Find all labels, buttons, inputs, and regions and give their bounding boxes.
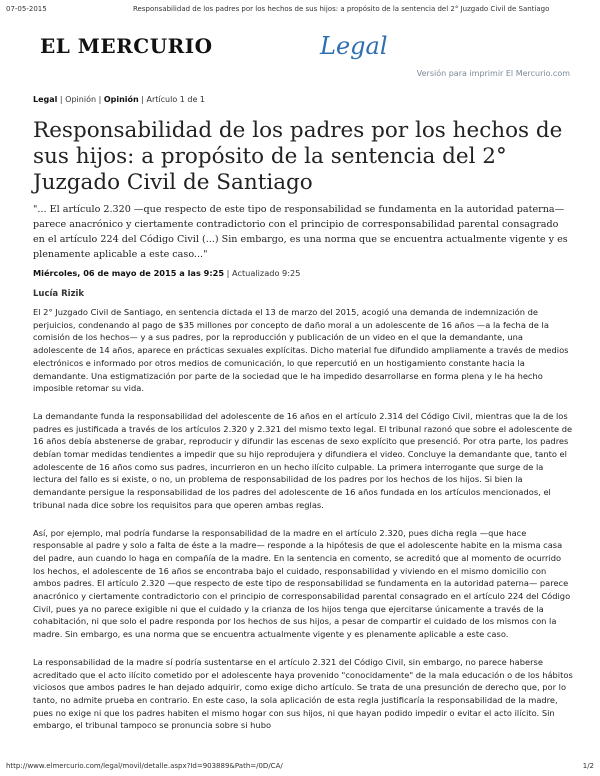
print-version-label: Versión para imprimir El Mercurio.com xyxy=(416,69,570,78)
article-date: Miércoles, 06 de mayo de 2015 a las 9:25 xyxy=(33,268,225,278)
print-url: http://www.elmercurio.com/legal/movil/detalle.aspx?Id=903889&Path=/0D/CA/ xyxy=(6,762,283,770)
article-paragraph: Así, por ejemplo, mal podría fundarse la responsabilidad de la madre en el artículo 2.320, pues dicha regla —que hace responsable al padre y solo a falta de éste a la madre— responde a la hipótesis de que el adolescente habite en la misma casa del padre, aun cuando lo haga en compañía de la madre. En la sentencia en comento, se acreditó que al momento de ocurrido los hechos, el adolescente de 16 años se encontraba bajo el cuidado, responsabilidad y viviendo en el mismo domicilio con ambos padres. El artículo 2.320 —que respecto de este tipo de responsabilidad se fundamenta en la autoridad paterna— parece anacrónico y ciertamente contradictorio con el principio de corresponsabilidad parental consagrado en el artículo 224 del Código Civil, pues ya no parece exigible ni que el cuidado y la crianza de los hijos tenga que ejercitarse únicamente a través de la cohabitación, ni que solo el padre responda por los hechos de sus hijos, a pesar de compartir el cuidado de los mismos con la madre. Sin embargo, es una norma que se encuentra actualmente vigente y es plenamente aplicable a este caso. xyxy=(33,527,571,640)
article-author[interactable]: Lucía Rizik xyxy=(33,289,85,299)
article-paragraph: El 2° Juzgado Civil de Santiago, en sentencia dictada el 13 de marzo del 2015, acogió una demanda de indemnización de perjuicios, condenando al pago de $35 millones por concepto de daño moral a un adolescente de 16 años —a la fecha de la comisión de los hechos— y a sus padres, por la reproducción y publicación de un video en el que la demandante, una adolescente de 14 años, aparece en prácticas sexuales explícitas. Dicho material fue difundido ampliamente a través de medios electrónicos e informado por otros medios de comunicación, lo que repercutió en un hostigamiento constante hacia la demandante. Una estigmatización por parte de la sociedad que le ha impedido desarrollarse en forma plena y le ha hecho imposible retomar su vida. xyxy=(33,307,569,394)
article-updated: | Actualizado 9:25 xyxy=(224,268,301,278)
article-body xyxy=(33,306,573,747)
breadcrumb-opinion-current: Opinión xyxy=(103,95,139,104)
article-lead: "... El artículo 2.320 —que respecto de este tipo de responsabilidad se fundamenta en la autoridad paterna— parece anacrónico y ciertamente contradictorio con el principio de corresponsabilidad parental consagrado en el artículo 224 del Código Civil (...) Sin embargo, es una norma que se encuentra actualmente vigente y es plenamente aplicable a este caso..." xyxy=(33,204,568,260)
page-number: 1/2 xyxy=(582,762,594,770)
article-dateline xyxy=(33,268,300,278)
breadcrumb-opinion[interactable]: Opinión xyxy=(65,95,97,104)
breadcrumb-separator: | xyxy=(57,95,66,104)
breadcrumb-separator: | xyxy=(138,95,147,104)
breadcrumb-article-count: Artículo 1 de 1 xyxy=(146,95,206,104)
print-date: 07-05-2015 xyxy=(6,5,47,13)
article-title: Responsabilidad de los padres por los hechos de sus hijos: a propósito de la sentencia del 2° Juzgado Civil de Santiago xyxy=(33,118,563,195)
breadcrumb-separator: | xyxy=(96,95,104,104)
article-paragraph: La responsabilidad de la madre sí podría sustentarse en el artículo 2.321 del Código Civil, sin embargo, no parece haberse acreditado que el acto ilícito cometido por el adolescente haya provenido "conocidamente" de la mala educación o de los hábitos viciosos que ambos padres le han dejado adquirir, como exige dicho artículo. Se trata de una presunción de derecho que, por lo tanto, no admite prueba en contrario. En este caso, la sola aplicación de esta regla justificaría la responsabilidad de la madre, pues no exige ni que los padres habiten el mismo hogar con sus hijos, ni que hayan podido impedir o evitar el acto ilícito. Sin embargo, el tribunal tampoco se pronuncia sobre si hubo xyxy=(33,656,573,731)
breadcrumb xyxy=(33,95,205,104)
masthead-logo[interactable]: EL MERCURIO xyxy=(40,34,213,58)
print-page-title: Responsabilidad de los padres por los hechos de sus hijos: a propósito de la sentencia del 2° Juzgado Civil de Santiago xyxy=(133,5,550,13)
article-paragraph: La demandante funda la responsabilidad del adolescente de 16 años en el artículo 2.314 del Código Civil, mientras que la de los padres es justificada a través de los artículos 2.320 y 2.321 del mismo texto legal. El tribunal razonó que sobre el adolescente de 16 años debía abstenerse de grabar, reproducir y difundir las escenas de sexo explícito que presenció. Por otra parte, los padres debían tomar medidas tendientes a impedir que su hijo reprodujera y difundiera el video. Concluye la demandante que, tanto el adolescente de 16 años como sus padres, incurrieron en un hecho ilícito culpable. La primera interrogante que surge de la lectura del fallo es si existe, o no, un problema de responsabilidad de los padres por los hechos de los hijos. Si bien la demandante persigue la responsabilidad de los padres del adolescente de 16 años fundada en los artículos mencionados, el tribunal nada dice sobre los requisitos para que operen ambas reglas. xyxy=(33,410,573,510)
breadcrumb-legal[interactable]: Legal xyxy=(33,95,58,104)
section-logo[interactable]: Legal xyxy=(320,32,388,60)
